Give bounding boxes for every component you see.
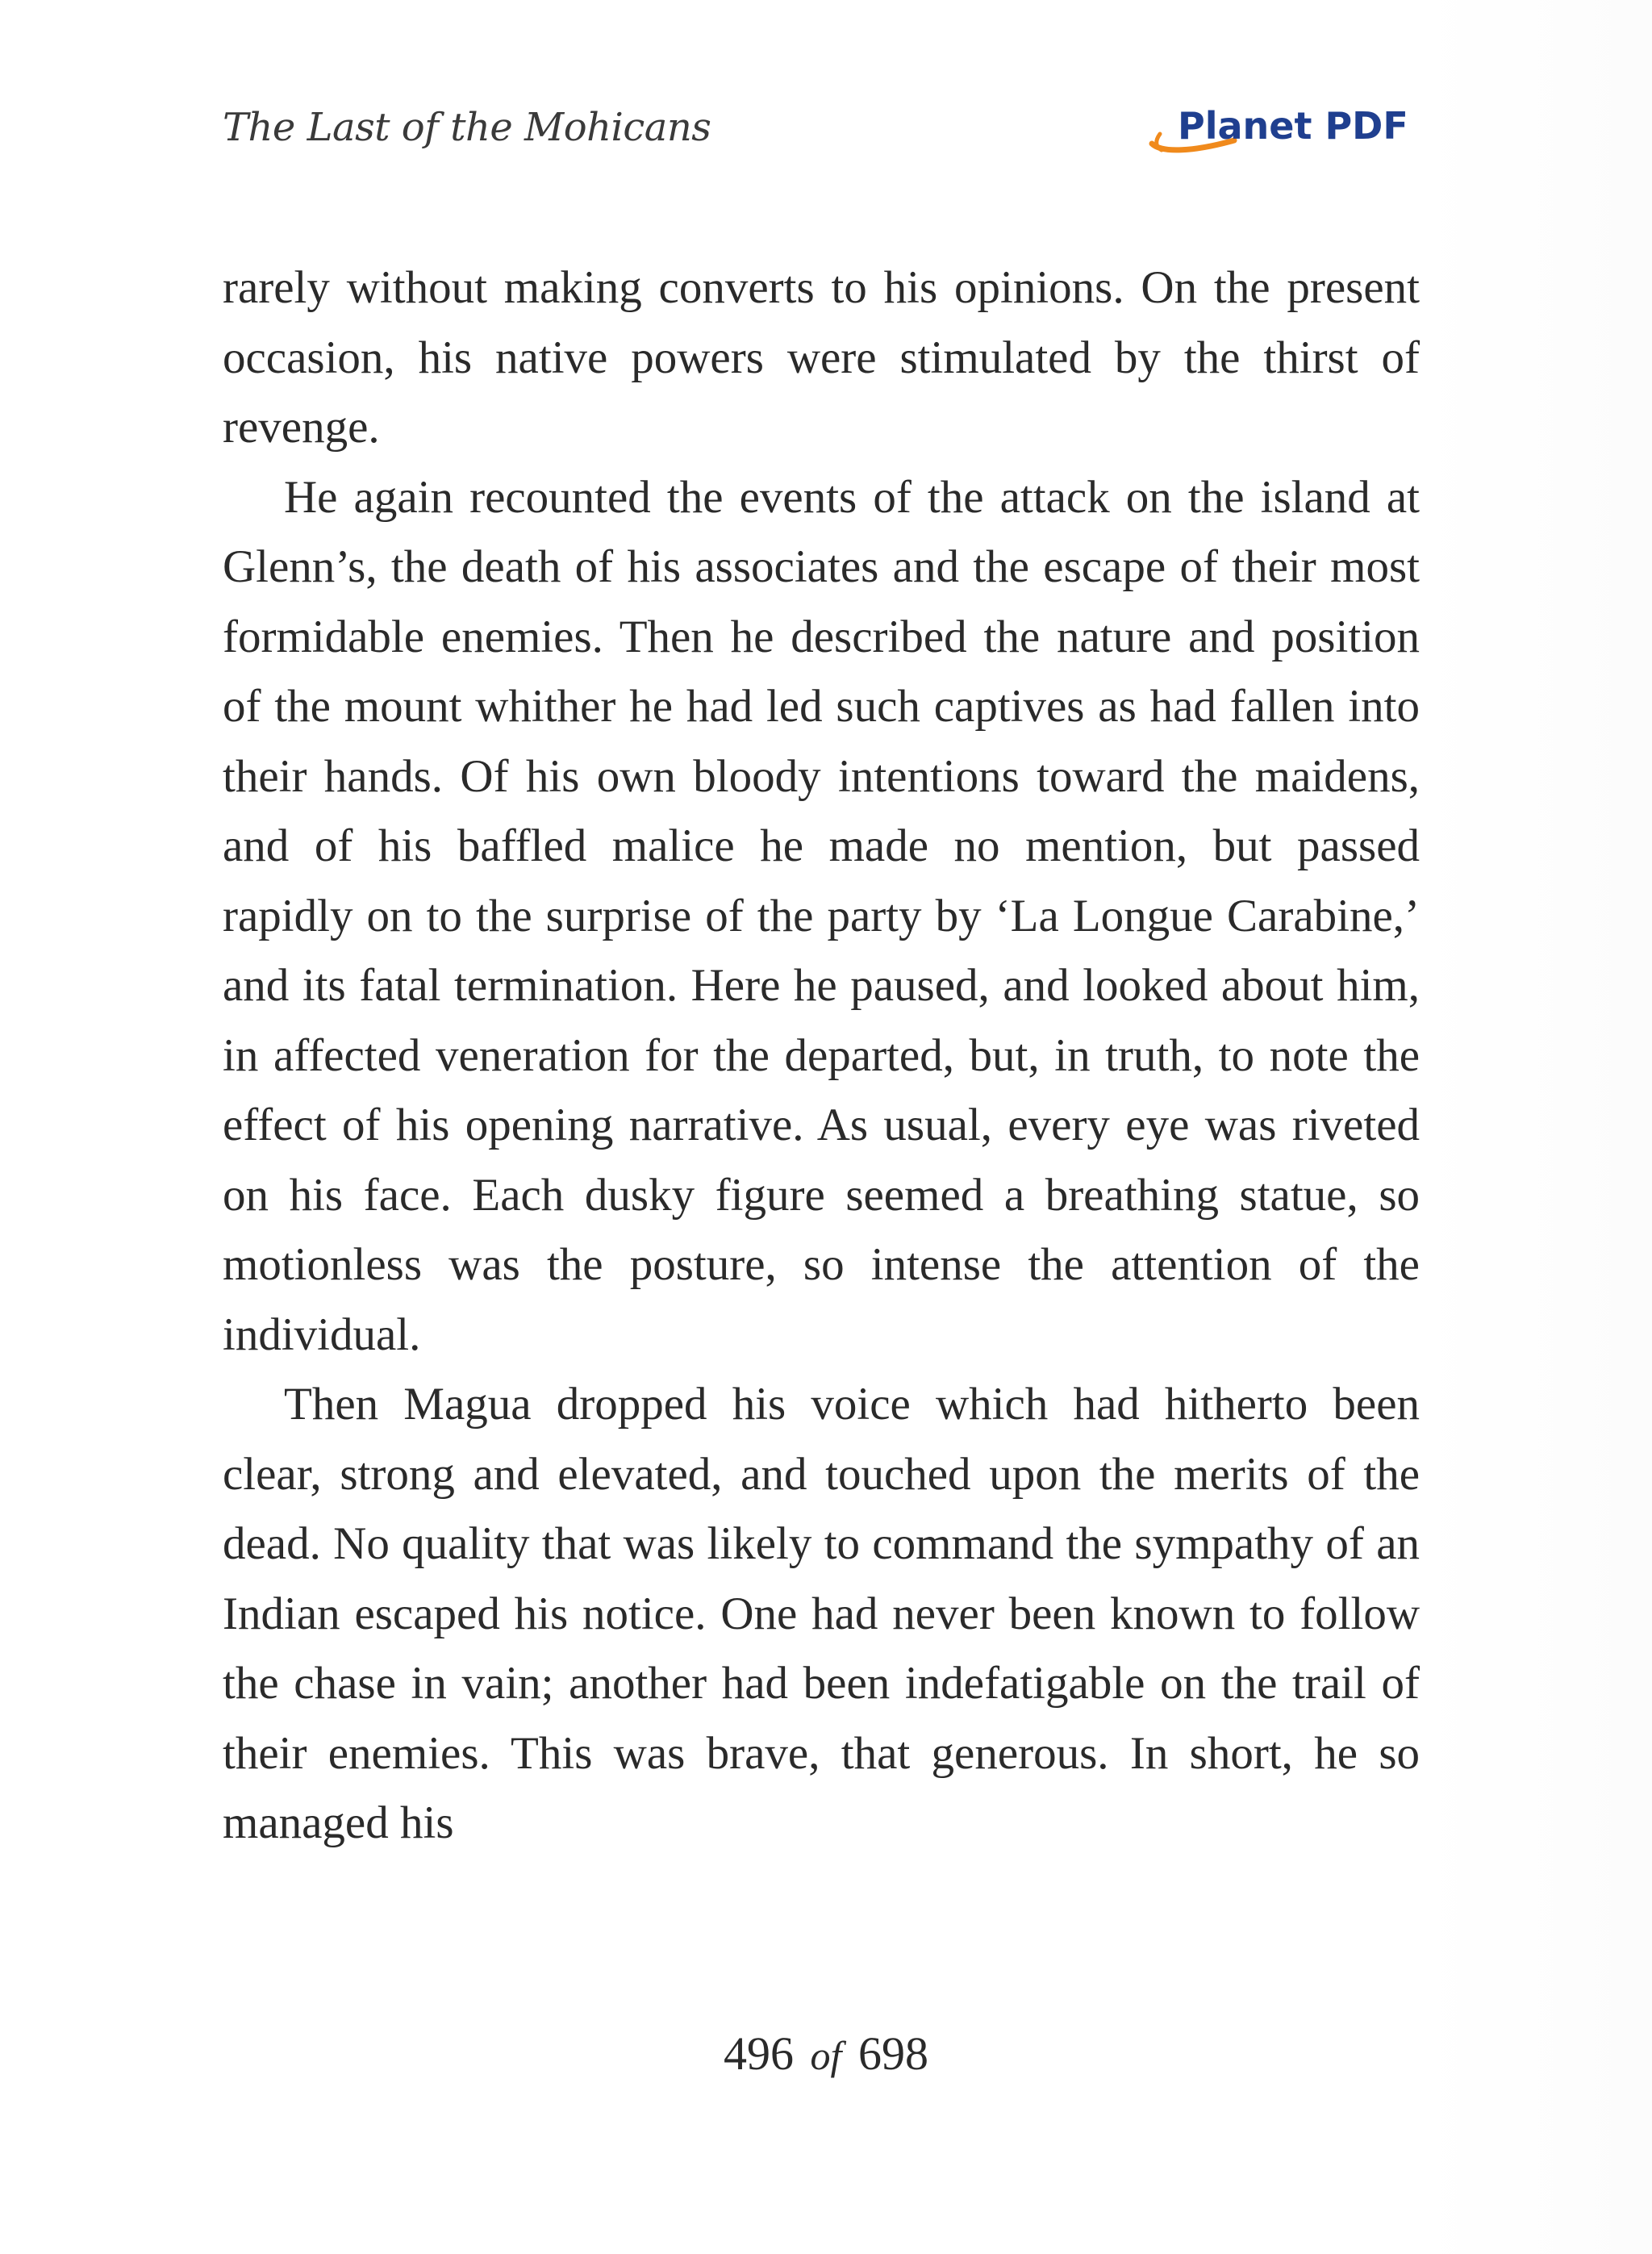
paragraph-1: rarely without making converts to his opinions. On the present occasion, his native powers were stimulated by the thirst of revenge. <box>223 262 1420 453</box>
page-of-label: of <box>810 2033 842 2078</box>
logo-text: Planet PDF <box>1178 104 1408 148</box>
paragraph-2: He again recounted the events of the attack on the island at Glenn’s, the death of his associates and the escape of their most formidable enemies. Then he described the nature and position of the mount whither he had led such captives as had fallen into their hands. Of his own bloody intentions toward the maidens, and of his baffled malice he made no mention, but passed rapidly on to the surprise of the party by ‘La Longue Carabine,’ and its fatal termination. Here he paused, and looked about him, in affected veneration for the departed, but, in truth, to note the effect of his opening narrative. As usual, every eye was riveted on his face. Each dusky figure seemed a breathing statue, so motionless was the posture, so intense the attention of the individual. <box>223 471 1420 1360</box>
body-text <box>223 253 1420 1859</box>
page-current: 496 <box>724 2027 795 2080</box>
page-total: 698 <box>857 2027 928 2080</box>
page-number <box>0 2027 1652 2081</box>
paragraph-3: Then Magua dropped his voice which had hitherto been clear, strong and elevated, and touched upon the merits of the dead. No quality that was likely to command the sympathy of an Indian escaped his notice. One had never been known to follow the chase in vain; another had been indefatigable on the trail of their enemies. This was brave, that generous. In short, he so managed his <box>223 1379 1420 1848</box>
book-title: The Last of the Mohicans <box>223 105 711 150</box>
page-header <box>223 102 1420 166</box>
planet-pdf-logo <box>1145 102 1420 166</box>
page-edge-shade <box>1420 0 1652 2254</box>
planet-pdf-logo-icon <box>1145 102 1420 166</box>
